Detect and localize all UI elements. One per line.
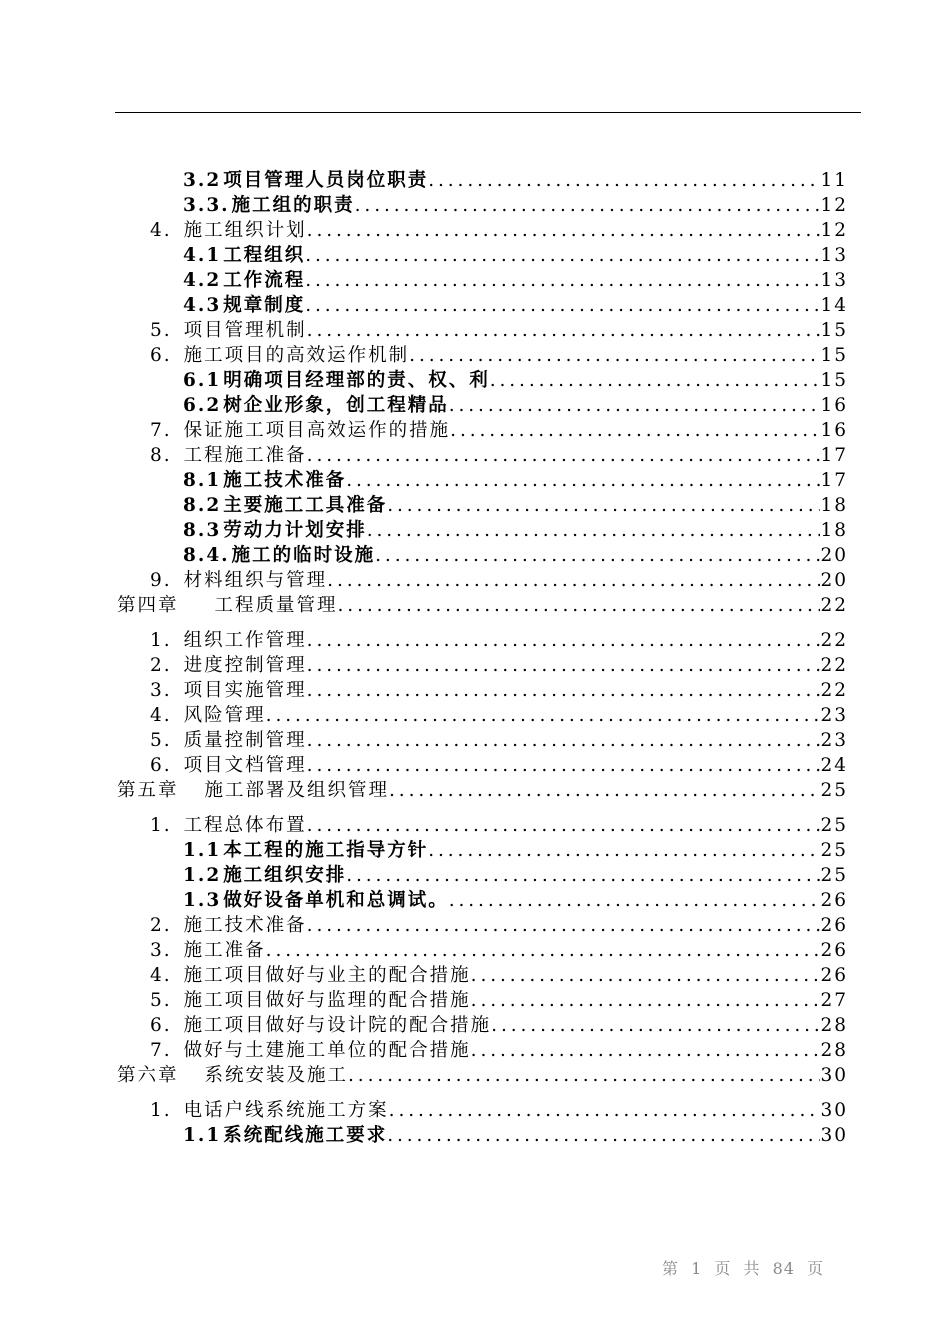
- toc-title: 施工项目做好与监理的配合措施: [183, 990, 471, 1011]
- toc-subsection-row[interactable]: [183, 268, 848, 293]
- toc-number: 第五章: [117, 780, 179, 801]
- toc-page-number: 13: [820, 245, 848, 266]
- toc-page-number: 15: [820, 370, 848, 391]
- toc-page-number: 22: [820, 630, 848, 651]
- toc-page-number: 25: [820, 815, 848, 836]
- toc-leader-dots: [491, 1013, 820, 1038]
- toc-page-number: 26: [820, 940, 848, 961]
- toc-section-row[interactable]: [150, 988, 848, 1013]
- toc-leader-dots: [490, 368, 821, 393]
- toc-title: 系统配线施工要求: [223, 1125, 388, 1146]
- toc-leader-dots: [471, 963, 821, 988]
- toc-page-number: 22: [820, 680, 848, 701]
- toc-section-row[interactable]: [150, 1098, 848, 1123]
- toc-subsection-row[interactable]: [183, 168, 848, 193]
- toc-page-number: 13: [820, 270, 848, 291]
- toc-page-number: 17: [820, 470, 848, 491]
- toc-leader-dots: [307, 678, 821, 703]
- toc-number: 1.1: [183, 1125, 222, 1146]
- toc-subsection-row[interactable]: [183, 293, 848, 318]
- toc-subsection-row[interactable]: [183, 393, 848, 418]
- toc-number: 3.3.: [183, 195, 230, 216]
- toc-title: 材料组织与管理: [183, 570, 328, 591]
- toc-page-number: 23: [820, 730, 848, 751]
- toc-leader-dots: [307, 653, 821, 678]
- toc-leader-dots: [471, 988, 821, 1013]
- toc-leader-dots: [355, 193, 821, 218]
- toc-section-row[interactable]: [150, 703, 848, 728]
- toc-title: 本工程的施工指导方针: [223, 840, 429, 861]
- toc-number: 9.: [150, 570, 172, 591]
- toc-title: 做好设备单机和总调试。: [223, 890, 449, 911]
- toc-title: 施工项目的高效运作机制: [183, 345, 410, 366]
- toc-subsection-row[interactable]: [183, 493, 848, 518]
- toc-title: 工程组织: [223, 245, 306, 266]
- toc-number: 8.3: [183, 520, 222, 541]
- toc-page-number: 28: [820, 1015, 848, 1036]
- toc-number: 1.3: [183, 890, 222, 911]
- toc-section-row[interactable]: [150, 318, 848, 343]
- toc-title: 工程质量管理: [214, 595, 338, 616]
- toc-page-number: 11: [820, 170, 848, 191]
- toc-title: 施工组的职责: [231, 195, 355, 216]
- toc-leader-dots: [305, 268, 820, 293]
- toc-title: 施工准备: [183, 940, 266, 961]
- toc-subsection-row[interactable]: [183, 468, 848, 493]
- toc-section-row[interactable]: [150, 628, 848, 653]
- toc-leader-dots: [449, 888, 821, 913]
- toc-section-row[interactable]: [150, 568, 848, 593]
- toc-number: 2.: [150, 655, 172, 676]
- toc-leader-dots: [389, 1098, 821, 1123]
- toc-page-number: 25: [820, 780, 848, 801]
- toc-number: 7.: [150, 420, 172, 441]
- toc-subsection-row[interactable]: [183, 543, 848, 568]
- toc-page-number: 26: [820, 890, 848, 911]
- toc-number: 6.: [150, 1015, 172, 1036]
- toc-leader-dots: [307, 913, 821, 938]
- toc-title: 工作流程: [223, 270, 306, 291]
- toc-leader-dots: [375, 543, 820, 568]
- toc-leader-dots: [307, 218, 821, 243]
- toc-subsection-row[interactable]: [183, 368, 848, 393]
- toc-page-number: 30: [820, 1065, 848, 1086]
- toc-title: 主要施工工具准备: [223, 495, 388, 516]
- toc-number: 5.: [150, 730, 172, 751]
- toc-number: 4.2: [183, 270, 222, 291]
- toc-title: 系统安装及施工: [204, 1065, 349, 1086]
- toc-section-row[interactable]: [150, 753, 848, 778]
- toc-number: 第六章: [117, 1065, 179, 1086]
- toc-number: 1.: [150, 630, 172, 651]
- toc-number: 6.2: [183, 395, 222, 416]
- toc-section-row[interactable]: [150, 418, 848, 443]
- toc-section-row[interactable]: [150, 343, 848, 368]
- toc-title: 组织工作管理: [183, 630, 307, 651]
- toc-page-number: 16: [820, 395, 848, 416]
- toc-leader-dots: [348, 1063, 820, 1088]
- toc-title: 施工技术准备: [223, 470, 347, 491]
- toc-title: 劳动力计划安排: [223, 520, 367, 541]
- toc-page-number: 26: [820, 915, 848, 936]
- toc-page-number: 15: [820, 345, 848, 366]
- toc-subsection-row[interactable]: [183, 863, 848, 888]
- toc-number: 5.: [150, 990, 172, 1011]
- toc-leader-dots: [387, 1123, 820, 1148]
- toc-title: 施工部署及组织管理: [204, 780, 390, 801]
- toc-page-number: 28: [820, 1040, 848, 1061]
- toc-title: 项目文档管理: [183, 755, 307, 776]
- toc-number: 6.: [150, 755, 172, 776]
- footer-ye2: 页: [807, 1259, 825, 1278]
- toc-page-number: 16: [820, 420, 848, 441]
- toc-page-number: 22: [820, 595, 848, 616]
- toc-leader-dots: [307, 813, 821, 838]
- toc-page-number: 25: [820, 840, 848, 861]
- toc-page-number: 27: [820, 990, 848, 1011]
- toc-leader-dots: [409, 343, 820, 368]
- toc-number: 8.1: [183, 470, 222, 491]
- toc-section-row[interactable]: [150, 678, 848, 703]
- toc-leader-dots: [338, 593, 821, 618]
- toc-number: 6.1: [183, 370, 222, 391]
- toc-leader-dots: [449, 393, 821, 418]
- toc-subsection-row[interactable]: [183, 518, 848, 543]
- toc-leader-dots: [346, 468, 820, 493]
- toc-title: 风险管理: [183, 705, 266, 726]
- toc-title: 质量控制管理: [183, 730, 307, 751]
- toc-title: 施工组织计划: [183, 220, 307, 241]
- footer-di: 第: [662, 1259, 680, 1278]
- toc-title: 保证施工项目高效运作的措施: [183, 420, 451, 441]
- toc-section-row[interactable]: [150, 218, 848, 243]
- toc-section-row[interactable]: [150, 443, 848, 468]
- toc-chapter-row[interactable]: [117, 778, 848, 803]
- toc-title: 施工的临时设施: [231, 545, 376, 566]
- toc-subsection-row[interactable]: [183, 243, 848, 268]
- toc-section-row[interactable]: [150, 913, 848, 938]
- toc-title: 项目管理人员岗位职责: [223, 170, 429, 191]
- toc-leader-dots: [266, 938, 821, 963]
- toc-leader-dots: [307, 728, 821, 753]
- toc-title: 施工组织安排: [223, 865, 347, 886]
- toc-number: 8.4.: [183, 545, 230, 566]
- toc-leader-dots: [450, 418, 820, 443]
- toc-title: 电话户线系统施工方案: [183, 1100, 389, 1121]
- toc-number: 1.: [150, 1100, 172, 1121]
- toc-number: 4.1: [183, 245, 222, 266]
- toc-leader-dots: [367, 518, 821, 543]
- toc-leader-dots: [428, 838, 820, 863]
- toc-number: 2.: [150, 915, 172, 936]
- toc-page-number: 26: [820, 965, 848, 986]
- toc-leader-dots: [305, 243, 820, 268]
- toc-section-row[interactable]: [150, 813, 848, 838]
- toc-number: 3.2: [183, 170, 222, 191]
- toc-page-number: 24: [820, 755, 848, 776]
- toc-page-number: 23: [820, 705, 848, 726]
- toc-section-row[interactable]: [150, 963, 848, 988]
- toc-leader-dots: [387, 493, 820, 518]
- toc-title: 做好与土建施工单位的配合措施: [183, 1040, 471, 1061]
- toc-page-number: 22: [820, 655, 848, 676]
- toc-subsection-row[interactable]: [183, 193, 848, 218]
- toc-page-number: 18: [820, 520, 848, 541]
- toc-number: 1.2: [183, 865, 222, 886]
- toc-leader-dots: [346, 863, 820, 888]
- toc-page-number: 25: [820, 865, 848, 886]
- toc-title: 施工项目做好与业主的配合措施: [183, 965, 471, 986]
- footer-gong: 共: [743, 1259, 761, 1278]
- footer-ye: 页: [714, 1259, 732, 1278]
- toc-number: 第四章: [117, 595, 179, 616]
- toc-title: 规章制度: [223, 295, 306, 316]
- toc-number: 1.: [150, 815, 172, 836]
- footer-total-pages: 84: [772, 1259, 795, 1278]
- toc-page-number: 12: [820, 220, 848, 241]
- toc-title: 明确项目经理部的责、权、利: [223, 370, 490, 391]
- toc-number: 8.2: [183, 495, 222, 516]
- toc-title: 施工项目做好与设计院的配合措施: [183, 1015, 492, 1036]
- toc-title: 工程施工准备: [183, 445, 307, 466]
- toc-chapter-row[interactable]: [117, 1063, 848, 1088]
- toc-page-number: 17: [820, 445, 848, 466]
- toc-leader-dots: [307, 443, 821, 468]
- toc-page-number: 15: [820, 320, 848, 341]
- toc-page-number: 30: [820, 1125, 848, 1146]
- toc-leader-dots: [305, 293, 820, 318]
- toc-subsection-row[interactable]: [183, 838, 848, 863]
- toc-leader-dots: [471, 1038, 821, 1063]
- toc-leader-dots: [307, 628, 821, 653]
- toc-number: 4.: [150, 220, 172, 241]
- toc-number: 4.3: [183, 295, 222, 316]
- toc-title: 项目实施管理: [183, 680, 307, 701]
- toc-page-number: 30: [820, 1100, 848, 1121]
- toc-leader-dots: [389, 778, 820, 803]
- toc-subsection-row[interactable]: [183, 888, 848, 913]
- toc-number: 6.: [150, 345, 172, 366]
- toc-chapter-row[interactable]: [117, 593, 848, 618]
- toc-section-row[interactable]: [150, 938, 848, 963]
- toc-page-number: 20: [820, 545, 848, 566]
- toc-title: 施工技术准备: [183, 915, 307, 936]
- toc-number: 4.: [150, 705, 172, 726]
- toc-number: 5.: [150, 320, 172, 341]
- toc-number: 3.: [150, 940, 172, 961]
- toc-number: 3.: [150, 680, 172, 701]
- toc-title: 工程总体布置: [183, 815, 307, 836]
- toc-title: 项目管理机制: [183, 320, 307, 341]
- toc-title: 进度控制管理: [183, 655, 307, 676]
- toc-section-row[interactable]: [150, 728, 848, 753]
- toc-section-row[interactable]: [150, 1013, 848, 1038]
- page-footer: [662, 1256, 830, 1279]
- toc-leader-dots: [266, 703, 821, 728]
- toc-number: 1.1: [183, 840, 222, 861]
- toc-subsection-row[interactable]: [183, 1123, 848, 1148]
- toc-page-number: 12: [820, 195, 848, 216]
- toc-title: 树企业形象，创工程精品: [223, 395, 449, 416]
- toc-section-row[interactable]: [150, 653, 848, 678]
- toc-section-row[interactable]: [150, 1038, 848, 1063]
- toc-page-number: 20: [820, 570, 848, 591]
- footer-current-page: 1: [691, 1259, 703, 1278]
- toc-number: 4.: [150, 965, 172, 986]
- toc-number: 7.: [150, 1040, 172, 1061]
- toc-page-number: 18: [820, 495, 848, 516]
- toc-leader-dots: [428, 168, 820, 193]
- header-rule: [115, 112, 861, 113]
- toc-number: 8.: [150, 445, 172, 466]
- toc-page-number: 14: [820, 295, 848, 316]
- toc-leader-dots: [307, 318, 821, 343]
- toc-leader-dots: [307, 753, 821, 778]
- toc-leader-dots: [327, 568, 820, 593]
